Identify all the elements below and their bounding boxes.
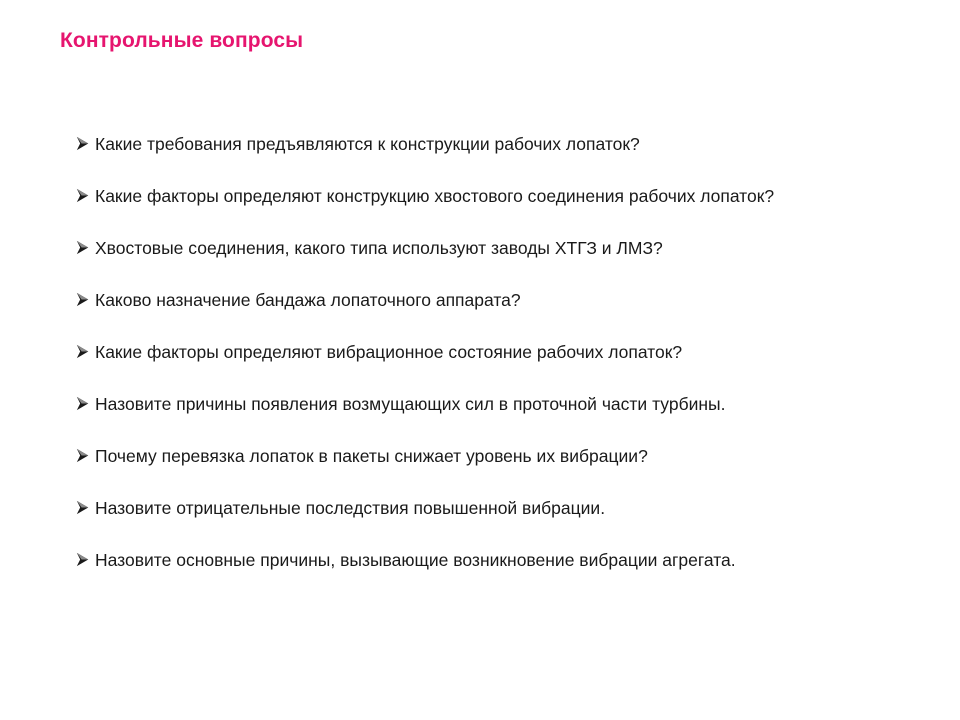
chevron-right-arrow-icon	[74, 238, 93, 257]
chevron-right-arrow-icon	[74, 290, 93, 309]
question-list	[74, 118, 774, 586]
list-item	[74, 326, 774, 378]
question-text: Назовите отрицательные последствия повышенной вибрации.	[95, 498, 606, 518]
list-item	[74, 534, 774, 586]
chevron-right-arrow-icon	[74, 550, 93, 569]
slide-title: Контрольные вопросы	[60, 29, 304, 52]
list-item	[74, 274, 774, 326]
chevron-right-arrow-icon	[74, 394, 93, 413]
chevron-right-arrow-icon	[74, 342, 93, 361]
question-text: Назовите причины появления возмущающих сил в проточной части турбины.	[95, 394, 726, 414]
chevron-right-arrow-icon	[74, 498, 93, 517]
chevron-right-arrow-icon	[74, 134, 93, 153]
question-text: Какие требования предъявляются к конструкции рабочих лопаток?	[95, 134, 640, 154]
list-item	[74, 482, 774, 534]
chevron-right-arrow-icon	[74, 186, 93, 205]
list-item	[74, 430, 774, 482]
list-item	[74, 170, 774, 222]
question-text: Хвостовые соединения, какого типа используют заводы ХТГЗ и ЛМЗ?	[95, 238, 663, 258]
list-item	[74, 378, 774, 430]
list-item	[74, 118, 774, 170]
question-text: Почему перевязка лопаток в пакеты снижает уровень их вибрации?	[95, 446, 648, 466]
question-text: Какие факторы определяют вибрационное состояние рабочих лопаток?	[95, 342, 683, 362]
question-text: Какие факторы определяют конструкцию хвостового соединения рабочих лопаток?	[95, 186, 775, 206]
list-item	[74, 222, 774, 274]
question-text: Назовите основные причины, вызывающие возникновение вибрации агрегата.	[95, 550, 736, 570]
question-text: Каково назначение бандажа лопаточного аппарата?	[95, 290, 521, 310]
chevron-right-arrow-icon	[74, 446, 93, 465]
